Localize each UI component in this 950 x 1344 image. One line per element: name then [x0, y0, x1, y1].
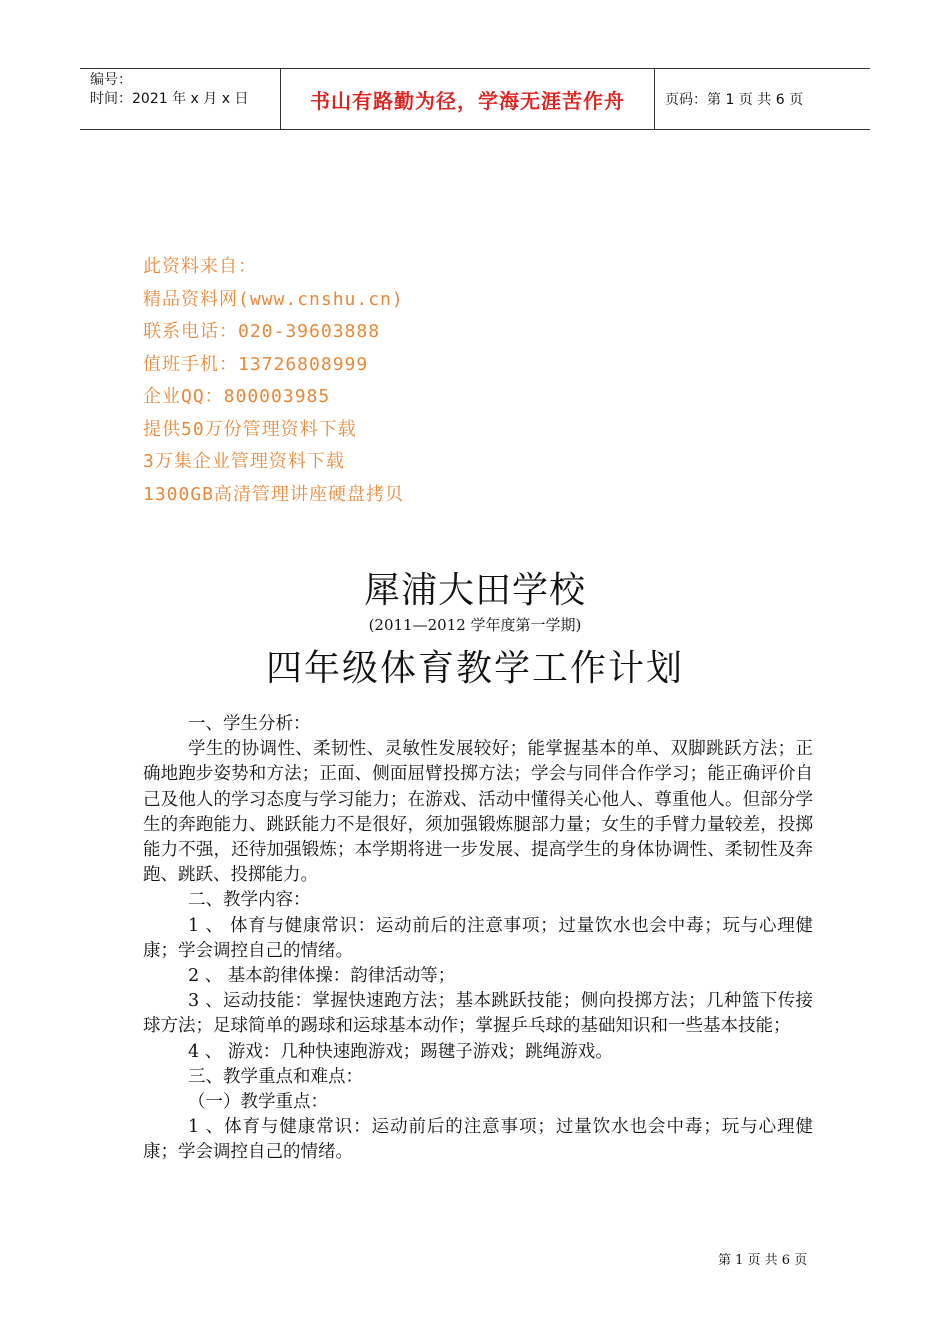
paragraph: 3 、运动技能：掌握快速跑方法；基本跳跃技能；侧向投掷方法；几种篮下传接球方法；足球简单的踢球和运球基本动作；掌握乒乓球的基础知识和一些基本技能； [143, 991, 813, 1037]
document-title: 四年级体育教学工作计划 [265, 648, 684, 689]
header-page-info: 页码：第 1 页 共 6 页 [665, 92, 804, 108]
section-heading: 一、学生分析： [188, 714, 311, 734]
source-line: 企业QQ：800003985 [143, 386, 331, 407]
header-motto: 书山有路勤为径，学海无涯苦作舟 [281, 69, 655, 129]
source-line: 3万集企业管理资料下载 [143, 451, 345, 472]
page-header [80, 68, 870, 130]
document-body [143, 712, 813, 1166]
source-line: 精品资料网(www.cnshu.cn) [143, 288, 404, 310]
school-name: 犀浦大田学校 [363, 570, 586, 611]
section-heading: 二、教学内容： [188, 890, 311, 911]
paragraph: 学生的协调性、柔韧性、灵敏性发展较好；能掌握基本的单、双脚跳跃方法；正确地跑步姿势和方法；正面、侧面屈臂投掷方法；学会与同伴合作学习；能正确评价自己及他人的学习态度与学习能力；在游戏、活动中懂得关心他人、尊重他人。但部分学生的奔跑能力、跳跃能力不是很好，须加强锻炼腿部力量；女生的手臂力量较差，投掷能力不强，还待加强锻炼；本学期将进一步发展、提高学生的身体协调性、柔韧性及奔跑、跳跃、投掷能力。 [143, 739, 813, 886]
paragraph: 1 、 体育与健康常识：运动前后的注意事项；过量饮水也会中毒；玩与心理健康；学会调控自己的情绪。 [143, 915, 813, 961]
footer-page-info: 第 1 页 共 6 页 [718, 1253, 808, 1268]
number-label: 编号： [90, 72, 132, 88]
subsection-heading: （一）教学重点： [188, 1092, 328, 1113]
paragraph: 1 、体育与健康常识：运动前后的注意事项；过量饮水也会中毒；玩与心理健康；学会调控自己的情绪。 [143, 1117, 813, 1163]
paragraph: 4 、 游戏：几种快速跑游戏；踢毽子游戏；跳绳游戏。 [188, 1041, 613, 1062]
source-line: 联系电话：020-39603888 [143, 321, 381, 342]
source-line: 1300GB高清管理讲座硬盘拷贝 [143, 483, 405, 505]
term-line: (2011—2012 学年度第一学期) [368, 616, 582, 634]
section-heading: 三、教学重点和难点： [188, 1066, 363, 1087]
header-meta [80, 69, 281, 129]
source-line: 此资料来自： [143, 256, 257, 277]
source-line: 提供50万份管理资料下载 [143, 418, 357, 440]
paragraph: 2 、 基本韵律体操：韵律活动等； [188, 966, 456, 987]
source-info [143, 251, 404, 511]
date-line: 时间：2021 年 x 月 x 日 [90, 91, 249, 107]
source-line: 值班手机：13726808999 [143, 353, 369, 375]
